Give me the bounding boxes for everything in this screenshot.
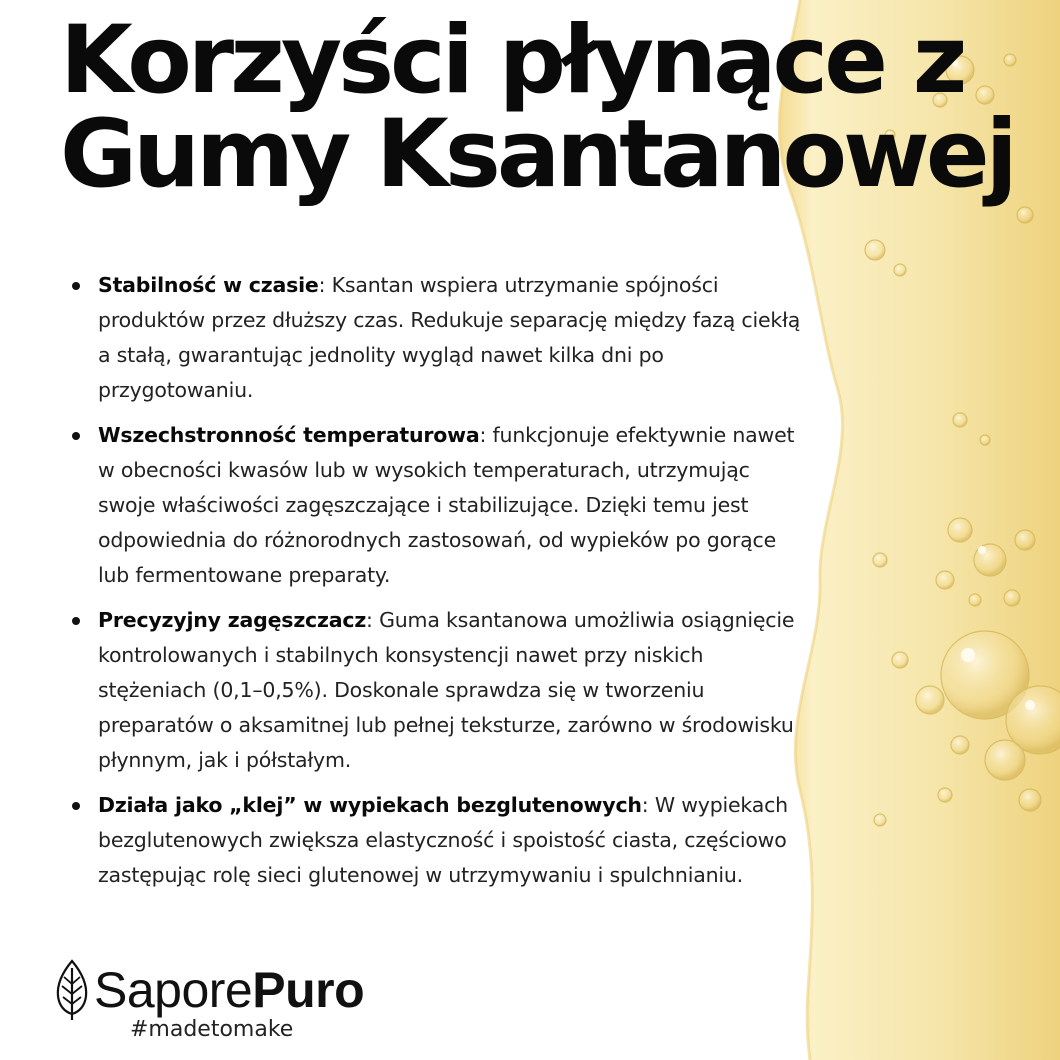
title-line-1: Korzyści płynące z: [60, 6, 964, 115]
benefit-item-temperature: [72, 418, 812, 593]
benefit-term: Wszechstronność temperaturowa: [98, 423, 480, 447]
benefit-term: Precyzyjny zagęszczacz: [98, 608, 367, 632]
brand-name-bold: Puro: [252, 962, 365, 1018]
benefit-item-gluten-free: [72, 788, 812, 893]
brand-name-regular: Sapore: [94, 962, 253, 1018]
benefit-item-stability: [72, 268, 812, 408]
benefit-text: : Ksantan wspiera utrzymanie spójności produktów przez dłuższy czas. Redukuje separację między fazą ciekłą a stałą, gwarantując jednolity wygląd nawet kilka dni po przygotowaniu.: [98, 273, 801, 402]
benefits-list: [72, 268, 812, 903]
brand-wordmark: [94, 962, 364, 1018]
bullet-dot: [72, 282, 80, 290]
benefit-term: Działa jako „klej” w wypiekach bezglutenowych: [98, 793, 642, 817]
brand-logo: [54, 958, 364, 1022]
benefit-item-thickener: [72, 603, 812, 778]
leaf-icon: [54, 958, 90, 1022]
benefit-text: : Guma ksantanowa umożliwia osiągnięcie kontrolowanych i stabilnych konsystencji nawet przy niskich stężeniach (0,1–0,5%). Doskonale sprawdza się w tworzeniu preparatów o aksamitnej lub pełnej teksturze, zarówno w środowisku płynnym, jak i półstałym.: [98, 608, 795, 772]
benefit-text: : funkcjonuje efektywnie nawet w obecności kwasów lub w wysokich temperaturach, utrzymując swoje właściwości zagęszczające i stabilizujące. Dzięki temu jest odpowiednia do różnorodnych zastosowań, od wypieków po gorące lub fermentowane preparaty.: [98, 423, 795, 587]
bullet-dot: [72, 432, 80, 440]
page-title: [60, 6, 1014, 209]
bullet-dot: [72, 802, 80, 810]
title-line-2: Gumy Ksantanowej: [60, 100, 1014, 209]
brand-hashtag: #madetomake: [130, 1017, 294, 1042]
bullet-dot: [72, 617, 80, 625]
benefit-text: : W wypiekach bezglutenowych zwiększa elastyczność i spoistość ciasta, częściowo zastępując rolę sieci glutenowej w utrzymywaniu i spulchnianiu.: [98, 793, 788, 887]
benefit-term: Stabilność w czasie: [98, 273, 319, 297]
